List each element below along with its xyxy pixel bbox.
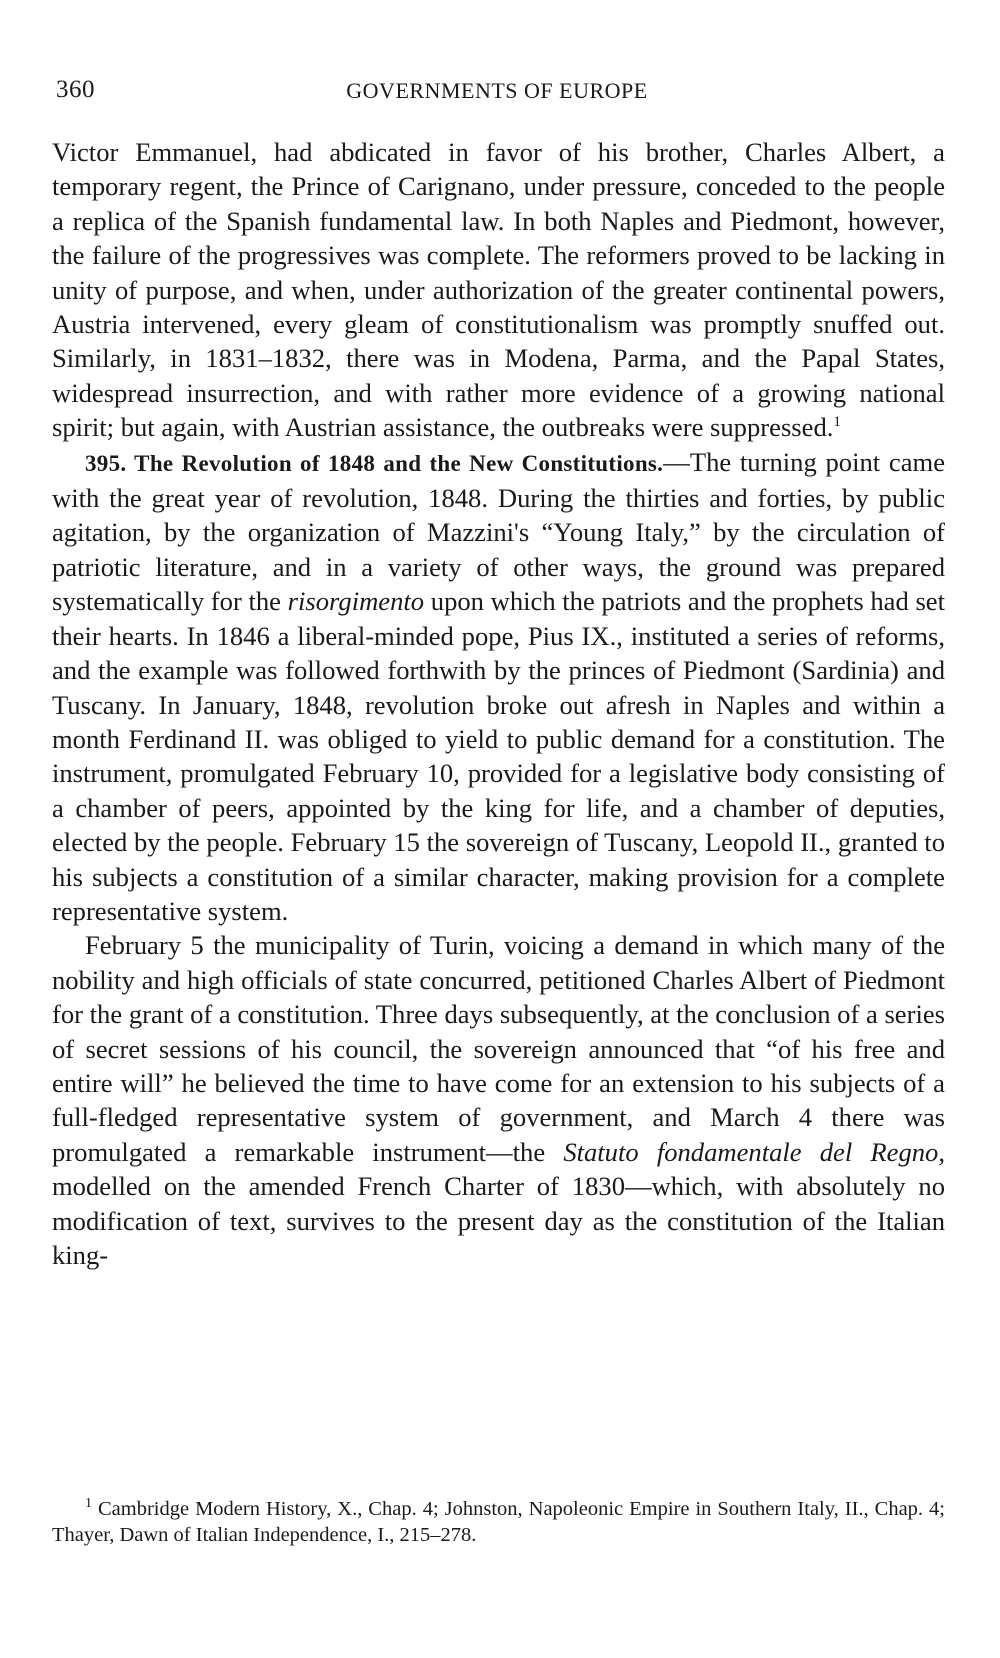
footnote-ref: 1 (833, 414, 841, 431)
paragraph-1 (52, 135, 945, 445)
paragraph-3 (52, 928, 945, 1272)
page-header (52, 76, 942, 112)
footnote-1 (52, 1496, 945, 1548)
running-head: GOVERNMENTS OF EUROPE (346, 78, 648, 103)
paragraph-3-italic: Statuto fondamentale del Regno, (563, 1136, 945, 1167)
paragraph-2-italic: risorgimento (287, 586, 425, 617)
paragraph-2 (52, 445, 945, 929)
paragraph-1-text: Victor Emmanuel, had abdicated in favor of his brother, Charles Albert, a temporary regent, the Prince of Carignano, under pressure, conceded to the people a replica of the Spanish fundamental law. In both Naples and Piedmont, however, the failure of the progressives was complete. The reformers proved to be lacking in unity of purpose, and when, under authorization of the greater continental powers, Austria intervened, every gleam of constitutionalism was promptly snuffed out. Similarly, in 1831–1832, there was in Modena, Parma, and the Papal States, widespread insurrection, and with rather more evidence of a growing national spirit; but again, with Austrian assistance, the outbreaks were suppressed. (52, 137, 945, 443)
main-text (52, 135, 945, 1272)
paragraph-2-text-a: —The turning point came with the great year of revolution, 1848. During the thirties and forties, by public agitation, by the organization of Mazzini's “Young Italy,” by the circulation of patriotic literature, and in a variety of other ways, the ground was prepared systematically for the (52, 446, 945, 617)
paragraph-3-text-b: modelled on the amended French Charter of 1830—which, with absolutely no modification of text, survives to the present day as the constitution of the Italian king- (52, 1171, 945, 1270)
footnote-text: Cambridge Modern History, X., Chap. 4; Johnston, Napoleonic Empire in Southern Italy, II., Chap. 4; Thayer, Dawn of Italian Independence, I., 215–278. (52, 1498, 945, 1546)
footnote-marker: 1 (85, 1496, 92, 1512)
page-number: 360 (56, 76, 95, 103)
section-heading: 395. The Revolution of 1848 and the New Constitutions. (85, 450, 664, 476)
paragraph-3-text-a: February 5 the municipality of Turin, voicing a demand in which many of the nobility and high officials of state concurred, petitioned Charles Albert of Piedmont for the grant of a constitution. Three days subsequently, at the conclusion of a series of secret sessions of his council, the sovereign announced that “of his free and entire will” he believed the time to have come for an extension to his subjects of a full-fledged representative system of government, and March 4 there was promulgated a remarkable instrument—the (52, 930, 945, 1167)
paragraph-2-text-b: upon which the patriots and the prophets had set their hearts. In 1846 a liberal-minded pope, Pius IX., instituted a series of reforms, and the example was followed forthwith by the princes of Piedmont (Sardinia) and Tuscany. In January, 1848, revolution broke out afresh in Naples and within a month Ferdinand II. was obliged to yield to public demand for a constitution. The instrument, promulgated February 10, provided for a legislative body consisting of a chamber of peers, appointed by the king for life, and a chamber of deputies, elected by the people. February 15 the sovereign of Tuscany, Leopold II., granted to his subjects a constitution of a similar character, making provision for a complete representative system. (52, 586, 945, 926)
footnotes (52, 1496, 945, 1548)
